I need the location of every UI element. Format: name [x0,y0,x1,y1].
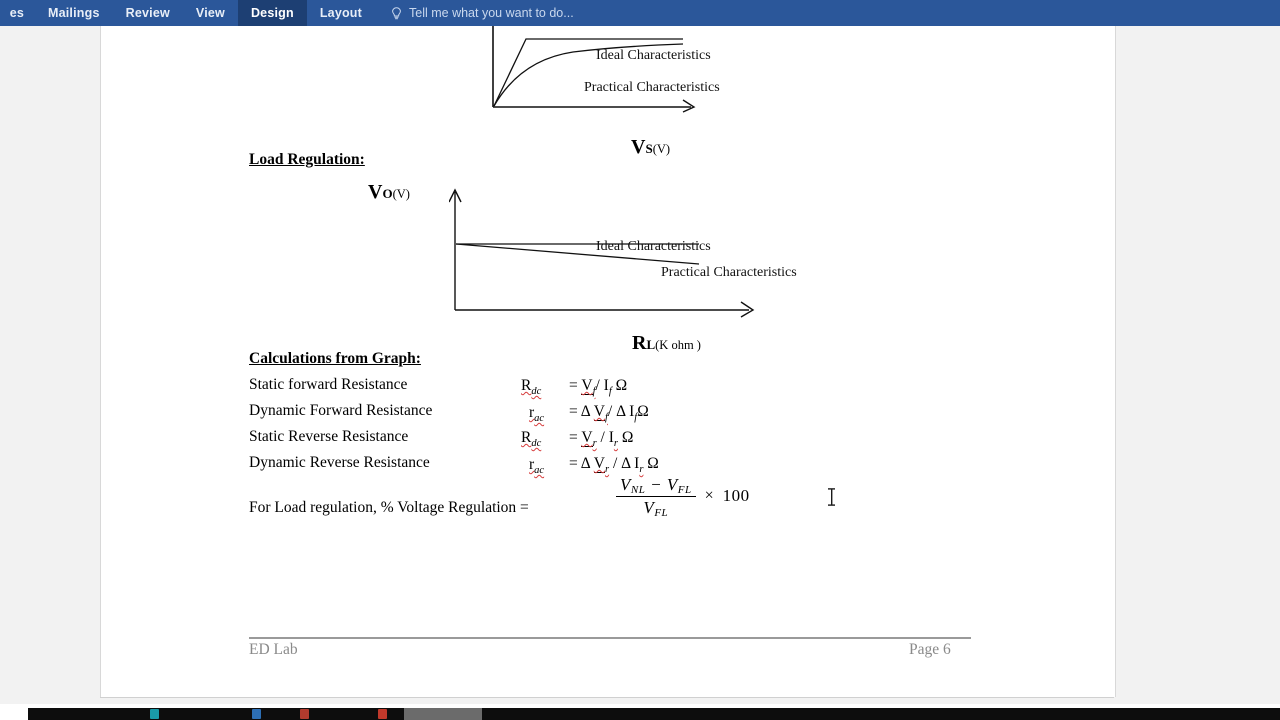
calc-row-label: Dynamic Reverse Resistance [249,454,430,471]
regulation-fraction [616,476,696,517]
x-axis-symbol: R [632,332,647,354]
footer-left-text: ED Lab [249,641,298,658]
taskbar-icon-explorer[interactable] [150,709,159,719]
delta-symbol-2: Δ [621,455,631,472]
ribbon-tab-design[interactable] [238,0,307,26]
calc-row-expression [569,377,627,397]
expr-numerator-sub: f [592,386,596,398]
expr-numerator-sub: f [604,412,608,424]
voltage-regulation-lead-text: For Load regulation, % Voltage Regulation = [249,499,529,516]
multiplier-value: 100 [722,486,750,506]
expr-denominator-sub: f [634,412,638,424]
expr-denominator: I [603,377,609,394]
fraction-denominator [639,499,672,517]
document-workspace [0,26,1280,704]
calc-row-label: Static Reverse Resistance [249,428,409,445]
vfl-den-symbol: V [643,497,655,517]
ribbon-tab-review[interactable] [113,0,183,26]
expr-slash: / [600,429,605,446]
x-axis-unit: (K ohm ) [655,338,701,352]
calc-symbol-subscript: ac [534,465,545,477]
calc-symbol-subscript: ac [534,413,545,425]
footer-page-number: Page 6 [909,641,951,658]
equals-sign: = [569,455,578,472]
y-axis-symbol: V [368,181,383,203]
load-graph-y-axis-label [368,181,410,204]
taskbar-icon-word[interactable] [252,709,261,719]
expr-denominator-sub: r [613,438,618,450]
ribbon-tab-layout[interactable] [307,0,375,26]
load-graph-legend-ideal: Ideal Characteristics [596,239,711,254]
line-graph-legend-practical: Practical Characteristics [584,80,720,95]
calc-row-expression [569,429,633,449]
expr-numerator: V [593,403,605,420]
expr-slash: / [612,455,618,472]
ribbon-tab-label: es [9,6,24,20]
calculations-heading: Calculations from Graph: [249,350,421,367]
calc-row-expression [569,455,659,475]
expr-numerator: V [593,455,605,472]
expr-denominator-sub: r [639,464,644,476]
document-page[interactable] [100,26,1116,697]
line-regulation-graph [487,26,747,126]
expr-numerator-sub: r [604,464,610,476]
voltage-regulation-equation [616,476,750,517]
load-graph-legend-practical: Practical Characteristics [661,265,797,280]
calc-row-symbol [529,404,544,424]
y-axis-unit: (V) [392,187,410,201]
taskbar-icon-app-2[interactable] [378,709,387,719]
expr-unit-ohm: Ω [615,377,628,394]
calc-row-symbol [521,429,541,449]
calc-symbol-base: R [521,429,532,446]
ribbon-tab-label: Review [125,6,170,20]
taskbar-active-window-button[interactable] [404,708,482,720]
expr-slash: / [595,377,600,394]
windows-taskbar[interactable] [28,708,1280,720]
vfl-den-subscript: FL [654,506,669,519]
fraction-numerator [616,476,696,494]
expr-numerator-sub: r [592,438,597,450]
delta-symbol-2: Δ [616,403,626,420]
calc-symbol-subscript: dc [531,386,542,398]
tell-me-label: Tell me what you want to do... [409,6,574,20]
page-content [101,26,1115,697]
x-axis-unit: (V) [652,142,671,156]
equals-sign: = [569,377,578,394]
minus-sign: − [650,475,663,494]
line-graph-x-axis-label [631,136,670,159]
load-graph-x-axis-label [632,332,701,355]
delta-symbol: Δ [580,403,590,420]
equals-sign: = [569,403,578,420]
ribbon-tab-label: Layout [319,6,363,20]
ribbon-tab-label: Mailings [48,6,100,20]
x-axis-symbol: V [631,136,646,158]
expr-slash: / [607,403,613,420]
vfl-subscript: FL [677,484,692,496]
expr-numerator: V [581,377,593,394]
y-axis-subscript: O [382,186,393,201]
delta-symbol: Δ [580,455,590,472]
line-graph-legend-ideal: Ideal Characteristics [596,48,711,63]
ribbon-tab-label: Design [250,6,294,20]
ribbon-tab-references-clipped[interactable] [0,0,35,26]
calc-row-label: Static forward Resistance [249,376,408,393]
vnl-subscript: NL [630,484,646,496]
x-axis-subscript: S [645,141,653,156]
equals-sign: = [569,429,578,446]
load-regulation-heading: Load Regulation: [249,151,365,168]
tell-me-search-box[interactable] [375,0,584,26]
calc-row-symbol [521,377,541,397]
calc-symbol-base: r [529,404,535,421]
expr-denominator: I [608,429,614,446]
vfl-symbol: V [666,475,678,494]
multiplication-sign: × [704,487,714,505]
expr-unit-ohm: Ω [647,455,659,472]
footer-divider [249,637,971,639]
ribbon-tab-label: View [195,6,225,20]
calc-symbol-subscript: dc [531,438,542,450]
vnl-symbol: V [620,475,631,494]
expr-unit-ohm: Ω [637,403,649,420]
calc-row-expression [569,403,649,423]
expr-denominator: I [629,403,635,420]
word-ribbon-tab-bar [0,0,1280,26]
calc-row-symbol [529,456,544,476]
page-bottom-edge [100,697,1114,698]
taskbar-icon-app-1[interactable] [300,709,309,719]
calc-symbol-base: R [521,377,532,394]
ribbon-tab-mailings[interactable] [35,0,113,26]
ribbon-tab-view[interactable] [183,0,238,26]
x-axis-subscript: L [646,337,656,352]
expr-unit-ohm: Ω [621,429,634,446]
expr-denominator-sub: f [608,386,612,398]
lightbulb-icon [391,7,402,20]
calc-symbol-base: r [529,456,535,473]
calc-row-label: Dynamic Forward Resistance [249,402,433,419]
expr-denominator: I [634,455,640,472]
expr-numerator: V [581,429,593,446]
